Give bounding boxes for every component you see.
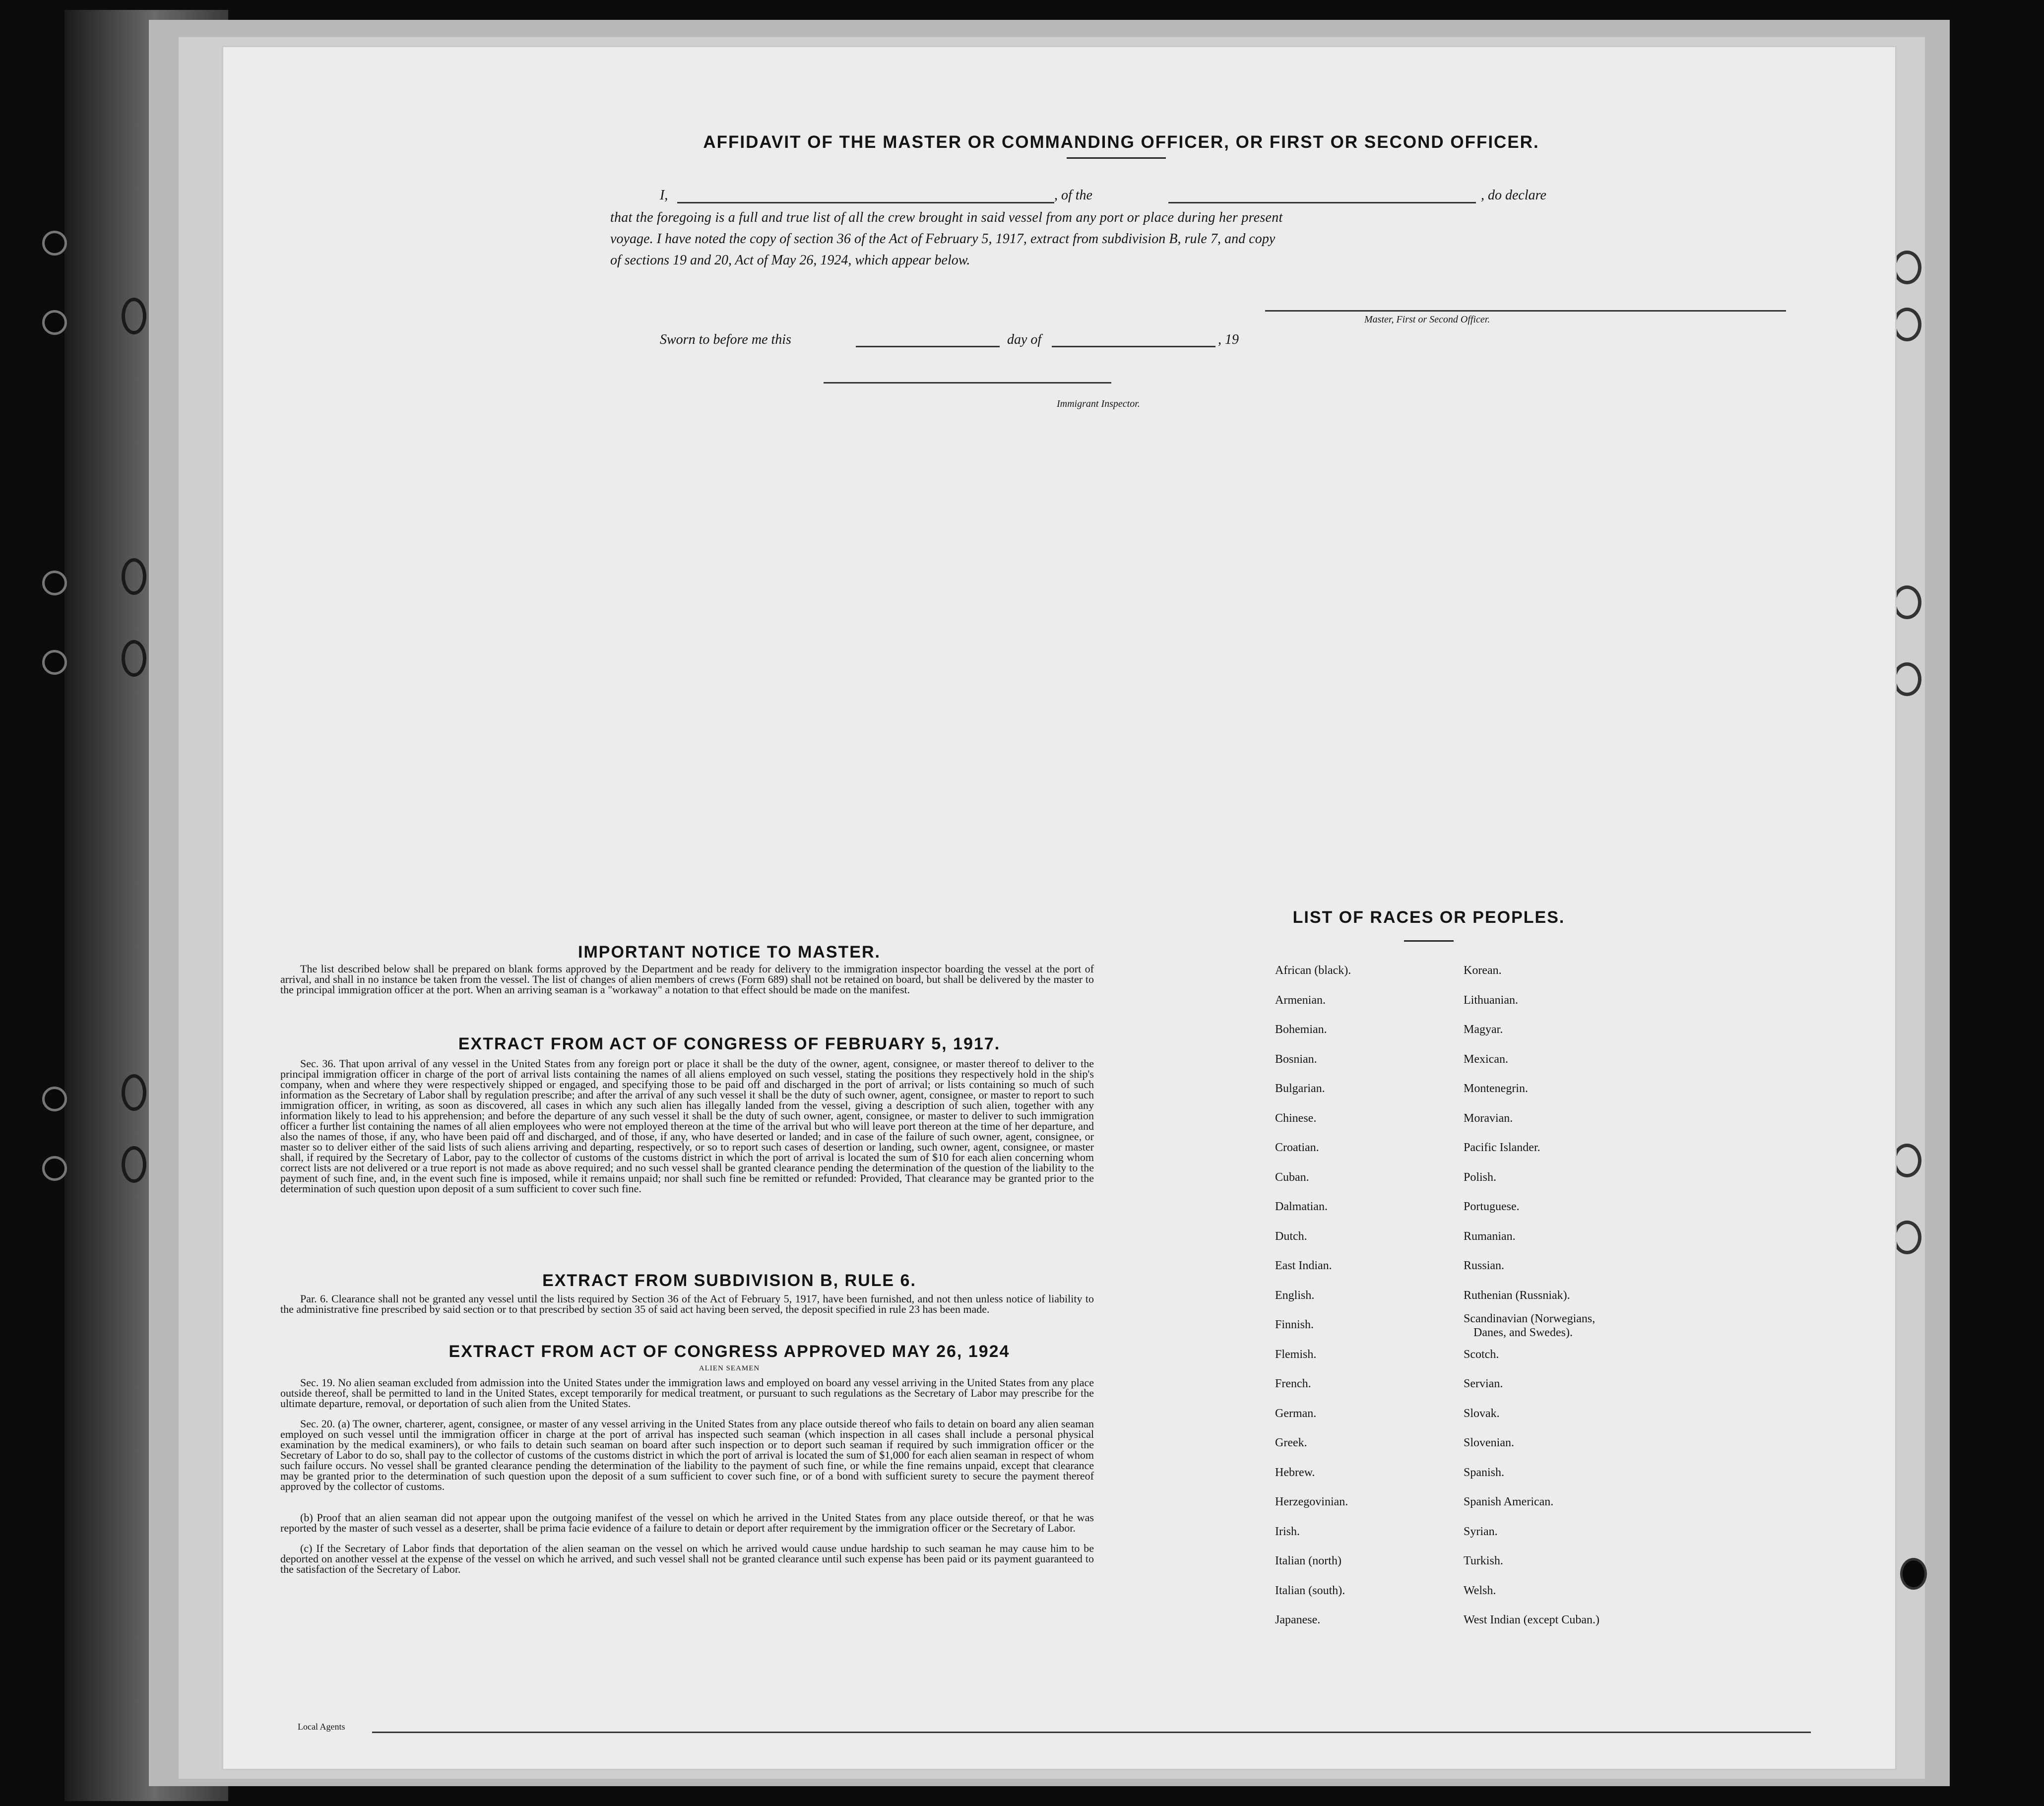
race-item: Turkish. [1464,1554,1503,1567]
race-item: Lithuanian. [1464,993,1518,1007]
race-item: Mexican. [1464,1052,1508,1066]
title-underline [1067,157,1166,159]
race-item: Chinese. [1275,1111,1317,1125]
affidavit-line2: that the foregoing is a full and true list of all the crew brought in said vessel from any port or place during her present [610,210,1283,225]
binder-ring [122,1146,146,1183]
race-item: German. [1275,1407,1317,1420]
race-item: East Indian. [1275,1259,1332,1272]
race-item: Irish. [1275,1525,1300,1538]
punch-hole [1893,251,1921,284]
sec19-text: Sec. 19. No alien seaman excluded from admission into the United States under the immigration laws and employed on board any vessel arriving in the United States from any place outside thereof, shall be permitted to land in the United States, except temporarily for medical treatment, or pursuant to such regulations as the Secretary of Labor may prescribe for the ultimate departure, removal, or deportation of such alien from the United States. [280,1376,1094,1410]
race-item: West Indian (except Cuban.) [1464,1613,1599,1626]
races-title-underline [1404,940,1454,942]
affidavit-line1-of-the: , of the [1054,188,1092,203]
race-item: Dalmatian. [1275,1200,1328,1213]
master-signature-label: Master, First or Second Officer. [1364,314,1490,325]
race-item: Montenegrin. [1464,1082,1528,1095]
sworn-day-blank [856,346,1000,347]
race-item: Spanish American. [1464,1495,1554,1508]
races-title: LIST OF RACES OR PEOPLES. [1292,908,1565,927]
year-prefix: , 19 [1218,332,1239,347]
punch-hole [1900,1558,1927,1590]
race-item: Scotch. [1464,1348,1499,1361]
sec20b-text: (b) Proof that an alien seaman did not appear upon the outgoing manifest of the vessel on which he arrived in the United States from any place outside thereof, or that he was reported by the master of such vessel as a deserter, shall be prima facie evidence of a failure to detain or deport after requirement by the immigration officer or the Secretary of Labor. [280,1511,1094,1534]
race-item: Welsh. [1464,1584,1496,1597]
punch-hole [1893,1221,1921,1254]
race-item: Italian (north) [1275,1554,1341,1567]
binder-ring [122,640,146,677]
race-item: Slovak. [1464,1407,1500,1420]
sec20c-text: (c) If the Secretary of Labor finds that deportation of the alien seaman on the vessel on which he arrived would cause undue hardship to such seaman he may cause him to be deported on another vessel at the expense of the vessel on which he arrived, and such vessel shall not be granted clearance until such expense has been paid or its payment guaranteed to the satisfaction of the Secretary of Labor. [280,1542,1094,1575]
race-item: Italian (south). [1275,1584,1345,1597]
races-left-column [1275,956,1444,1635]
affidavit-line4: of sections 19 and 20, Act of May 26, 1924, which appear below. [610,253,970,268]
inspector-signature-line [824,382,1111,384]
race-item-scandinavian-cont: Danes, and Swedes). [1473,1326,1573,1339]
race-item: Korean. [1464,964,1502,977]
binder-hole [42,310,67,335]
race-item: Hebrew. [1275,1466,1315,1479]
binder-hole [42,231,67,256]
local-agents-label: Local Agents [298,1722,345,1732]
manifest-page [223,47,1895,1769]
race-item: Croatian. [1275,1141,1319,1154]
rule6-text: Par. 6. Clearance shall not be granted any vessel until the lists required by Section 36 of the Act of February 5, 1917, have been furnished, and not then unless notice of liability to the administrative fine prescribed by said section or to that prescribed by section 35 of said act having been served, the deposit specified in rule 23 has been made. [280,1292,1094,1315]
race-item: Spanish. [1464,1466,1505,1479]
affidavit-line1-i: I, [660,188,668,203]
sworn-before: Sworn to before me this [660,332,791,347]
punch-hole [1893,1144,1921,1177]
extract-1917-title: EXTRACT FROM ACT OF CONGRESS OF FEBRUARY 5, 1917. [458,1034,1001,1053]
race-item-scandinavian: Scandinavian (Norwegians, [1464,1312,1596,1325]
race-item [1464,1310,1672,1340]
binder-ring [122,298,146,334]
notice-text: The list described below shall be prepared on blank forms approved by the Department and be ready for delivery to the immigration inspector boarding the vessel at the port of arrival, and shall in no instance be taken from the vessel. The list of changes of alien members of crews (Form 689) shall not be retained on board, but shall be delivered by the master to the principal immigration officer at the port. When an arriving seaman is a "workaway" a notation to that effect should be made on the manifest. [280,963,1094,996]
race-item: Servian. [1464,1377,1503,1390]
master-signature-line [1265,310,1786,312]
race-item: Ruthenian (Russniak). [1464,1289,1570,1302]
race-item: English. [1275,1289,1315,1302]
race-item: African (black). [1275,964,1351,977]
binder-hole [42,650,67,675]
sec20a-text: Sec. 20. (a) The owner, charterer, agent, consignee, or master of any vessel arriving in the United States from any place outside thereof who fails to detain on board any alien seaman employed on such vessel until the immigration officer in charge at the port of arrival has inspected such seaman (which inspection in all cases shall include a personal physical examination by the medical examiners), or who fails to detain such seaman on board after such inspection or to deport such seaman if required by such immigration officer or the Secretary of Labor to do so, shall pay to the collector of customs of the customs district in which the port of arrival is located the sum of $1,000 for each alien seaman in respect of whom such failure occurs. No vessel shall be granted clearance pending the determination of the liability to the payment of such fine, or while the fine remains unpaid, except that clearance may be granted prior to the determination of such question upon the deposit of a sum sufficient to cover such fine, or of a bond with sufficient surety to secure the payment thereof approved by the collector of customs. [280,1418,1094,1492]
binder-hole [42,1087,67,1111]
race-item: Syrian. [1464,1525,1498,1538]
sworn-month-blank [1052,346,1215,347]
race-item: Bosnian. [1275,1052,1317,1066]
affidavit-line3: voyage. I have noted the copy of section 36 of the Act of February 5, 1917, extract from subdivision B, rule 7, and copy [610,231,1276,247]
binder-ring [122,1074,146,1111]
race-item: Portuguese. [1464,1200,1520,1213]
race-item: Japanese. [1275,1613,1321,1626]
race-item: Armenian. [1275,993,1326,1007]
affidavit-title: AFFIDAVIT OF THE MASTER OR COMMANDING OFFICER, OR FIRST OR SECOND OFFICER. [703,132,1539,152]
punch-hole [1893,585,1921,619]
extract-1917-text: Sec. 36. That upon arrival of any vessel in the United States from any foreign port or place it shall be the duty of the owner, agent, consignee, or master thereof to deliver to the principal immigration officer in charge of the port of arrival lists containing the names of all aliens employed on such vessel, stating the positions they respectively hold in the ship's company, when and where they were respectively shipped or engaged, and specifying those to be paid off and discharged in the port of arrival; or lists containing so much of such information as the Secretary of Labor shall by regulation prescribe; and after the arrival of any such vessel it shall be the duty of such owner, agent, consignee, or master to report to such immigration officer, in writing, as soon as discovered, all cases in which any such alien has illegally landed from the vessel, giving a description of such alien, together with any information likely to lead to his apprehension; and before the departure of any such vessel it shall be the duty of such owner, agent, consignee, or master to deliver to such immigration officer a further list containing the names of all alien employees who were not employed thereon at the time of the arrival but who will leave port thereon at the time of her departure, and also the names of those, if any, who have been paid off and discharged, and of those, if any, who have deserted or landed; and in case of the failure of such owner, agent, consignee, or master so to deliver either of the said lists of such aliens arriving and departing, respectively, or so to report such cases of desertion or landing, such owner, agent, consignee, or master shall, if required by the Secretary of Labor, pay to the collector of customs of the customs district in which the port of arrival is located the sum of $10 for each alien concerning whom correct lists are not delivered or a true report is not made as above required; and no such vessel shall be granted clearance pending the determination of the question of the liability to the payment of such fine, and, in the event such fine is imposed, while it remains unpaid; nor shall such fine be remitted or refunded: Provided, That clearance may be granted prior to the determination of such question upon deposit of a sum sufficient to cover such fine. [280,1057,1094,1195]
inspector-signature-label: Immigrant Inspector. [1057,398,1140,409]
binder-ring [122,558,146,595]
race-item: French. [1275,1377,1311,1390]
binder-hole [42,571,67,595]
race-item: Rumanian. [1464,1229,1516,1243]
binder-hole [42,1156,67,1181]
race-item: Pacific Islander. [1464,1141,1540,1154]
race-item: Slovenian. [1464,1436,1514,1449]
race-item: Greek. [1275,1436,1307,1449]
race-item: Bulgarian. [1275,1082,1325,1095]
races-right-column [1464,956,1672,1635]
day-of: day of [1007,332,1042,347]
race-item: Magyar. [1464,1023,1503,1036]
race-item: Finnish. [1275,1318,1314,1331]
affidavit-line1-declare: , do declare [1481,188,1546,203]
name-blank [677,202,1054,203]
race-item: Moravian. [1464,1111,1513,1125]
local-agents-line [372,1732,1811,1733]
race-item: Dutch. [1275,1229,1307,1243]
race-item: Flemish. [1275,1348,1317,1361]
race-item: Herzegovinian. [1275,1495,1348,1508]
extract-1924-title: EXTRACT FROM ACT OF CONGRESS APPROVED MAY 26, 1924 [448,1342,1010,1361]
race-item: Bohemian. [1275,1023,1327,1036]
rule6-title: EXTRACT FROM SUBDIVISION B, RULE 6. [542,1271,916,1290]
alien-seamen-subtitle: ALIEN SEAMEN [699,1364,760,1372]
notice-title: IMPORTANT NOTICE TO MASTER. [578,943,881,962]
punch-hole [1893,662,1921,696]
vessel-blank [1168,202,1476,203]
race-item: Cuban. [1275,1170,1309,1184]
race-item: Russian. [1464,1259,1505,1272]
punch-hole [1893,308,1921,341]
race-item: Polish. [1464,1170,1497,1184]
